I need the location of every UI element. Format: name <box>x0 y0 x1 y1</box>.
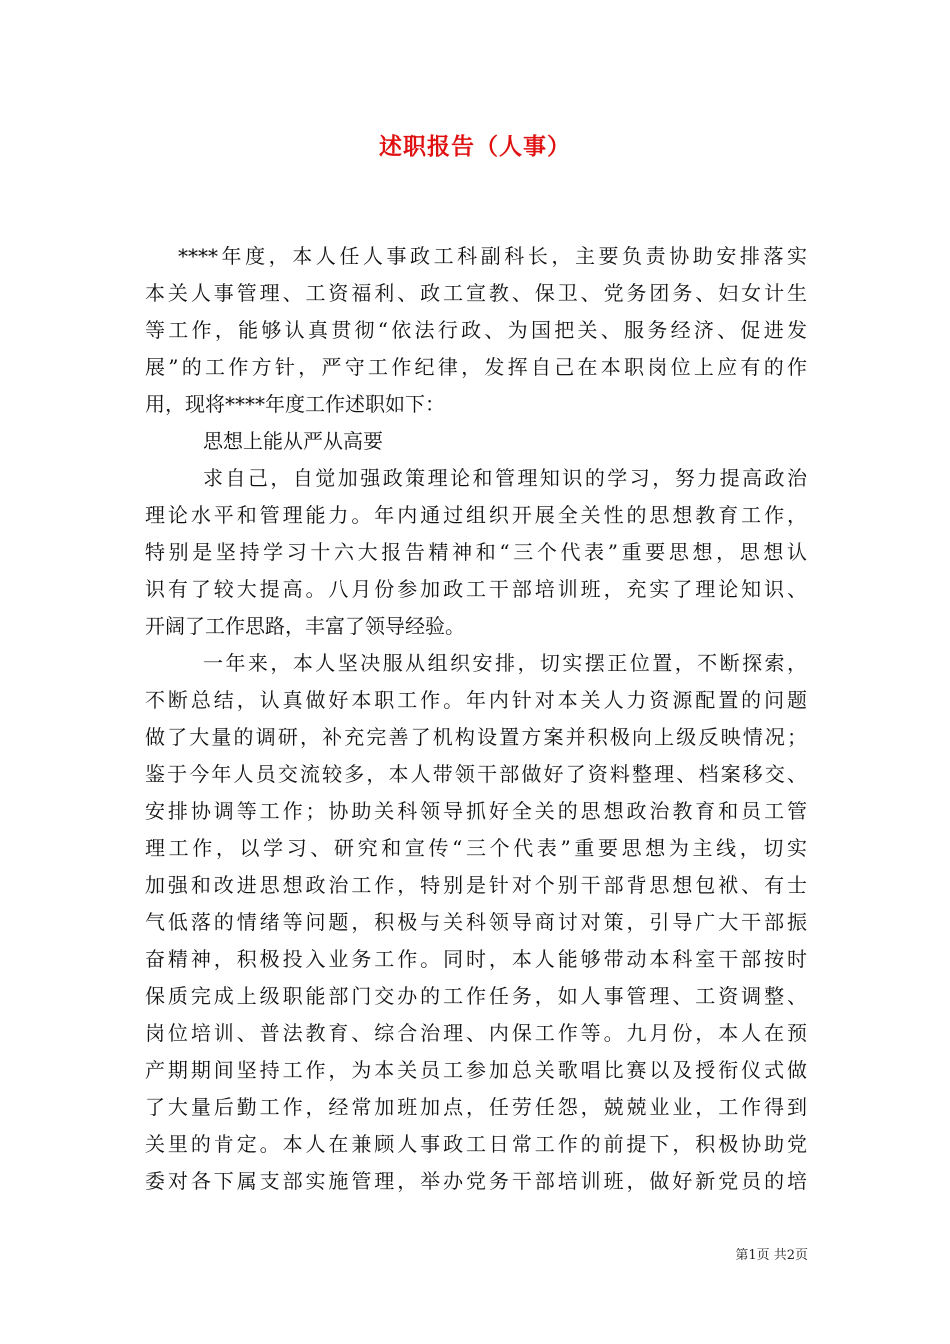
page-title: 述职报告（人事） <box>379 133 571 160</box>
body-line: 了大量后勤工作，经常加班加点，任劳任怨，兢兢业业，工作得到 <box>145 1095 807 1119</box>
body-line: 产期期间坚持工作，为本关员工参加总关歌唱比赛以及授衔仪式做 <box>145 1058 807 1082</box>
body-line: 做了大量的调研，补充完善了机构设置方案并积极向上级反映情况； <box>145 725 807 749</box>
body-line: 求自己，自觉加强政策理论和管理知识的学习，努力提高政治 <box>203 466 807 490</box>
body-line: 鉴于今年人员交流较多，本人带领干部做好了资料整理、档案移交、 <box>145 762 807 786</box>
body-line: 气低落的情绪等问题，积极与关科领导商讨对策，引导广大干部振 <box>145 910 807 934</box>
body-line: 特别是坚持学习十六大报告精神和“三个代表”重要思想，思想认 <box>145 540 807 564</box>
body-line: ****年度，本人任人事政工科副科长，主要负责协助安排落实 <box>178 244 807 268</box>
body-line: 开阔了工作思路，丰富了领导经验。 <box>145 614 465 638</box>
body-line: 用，现将****年度工作述职如下： <box>145 392 445 416</box>
body-line: 不断总结，认真做好本职工作。年内针对本关人力资源配置的问题 <box>145 688 807 712</box>
body-line: 奋精神，积极投入业务工作。同时，本人能够带动本科室干部按时 <box>145 947 807 971</box>
body-line: 理工作，以学习、研究和宣传“三个代表”重要思想为主线，切实 <box>145 836 807 860</box>
body-line: 识有了较大提高。八月份参加政工干部培训班，充实了理论知识、 <box>145 577 807 601</box>
body-line: 一年来，本人坚决服从组织安排，切实摆正位置，不断探索， <box>203 651 807 675</box>
body-line: 保质完成上级职能部门交办的工作任务，如人事管理、工资调整、 <box>145 984 807 1008</box>
page-footer: 第1页 共2页 <box>735 1248 808 1263</box>
body-line: 展”的工作方针，严守工作纪律，发挥自己在本职岗位上应有的作 <box>145 355 807 379</box>
body-line: 安排协调等工作；协助关科领导抓好全关的思想政治教育和员工管 <box>145 799 807 823</box>
body-line: 委对各下属支部实施管理，举办党务干部培训班，做好新党员的培 <box>145 1169 807 1193</box>
body-line: 岗位培训、普法教育、综合治理、内保工作等。九月份，本人在预 <box>145 1021 807 1045</box>
section-heading: 思想上能从严从高要 <box>203 429 383 453</box>
body-line: 关里的肯定。本人在兼顾人事政工日常工作的前提下，积极协助党 <box>145 1132 807 1156</box>
body-line: 本关人事管理、工资福利、政工宣教、保卫、党务团务、妇女计生 <box>145 281 807 305</box>
body-line: 等工作，能够认真贯彻“依法行政、为国把关、服务经济、促进发 <box>145 318 807 342</box>
body-line: 加强和改进思想政治工作，特别是针对个别干部背思想包袱、有士 <box>145 873 807 897</box>
body-line: 理论水平和管理能力。年内通过组织开展全关性的思想教育工作， <box>145 503 807 527</box>
